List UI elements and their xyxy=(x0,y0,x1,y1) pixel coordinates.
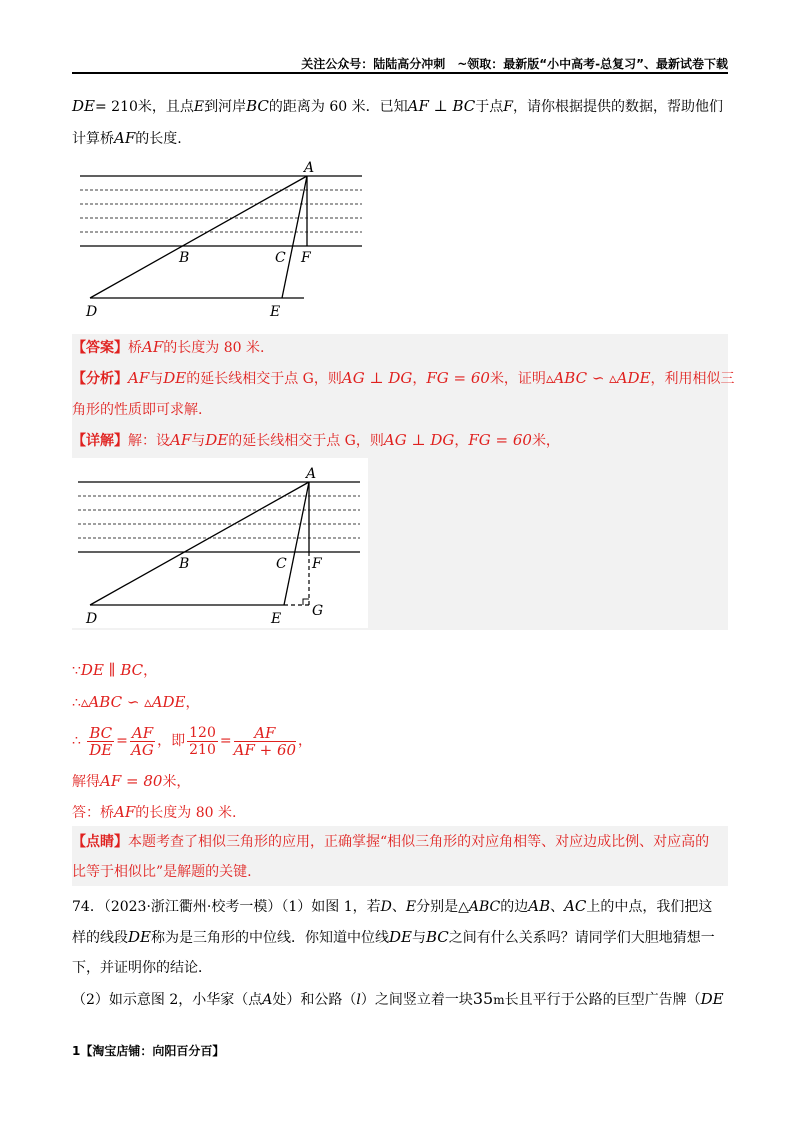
answer-line: 【答案】桥AF的长度为 80 米. xyxy=(72,338,265,356)
fraction-120-210: $\frac{120}{210}$ xyxy=(189,724,216,758)
fraction-bc-de: $\frac{BC}{DE}$ xyxy=(89,723,113,759)
label-B: B xyxy=(179,250,190,266)
comment-line-1: 【点睛】本题考查了相似三角形的应用，正确掌握“相似三角形的对应角相等、对应边成比例、对应高的 xyxy=(72,834,710,850)
river-bridge-figure-1 xyxy=(72,160,372,325)
label-G: G xyxy=(312,603,324,619)
label-D: D xyxy=(86,304,98,320)
analysis-line-1: 【分析】AF与DE的延长线相交于点 G，则AG ⊥ DG，FG = 60米，证明▵ABC ∽ ▵ADE，利用相似三 xyxy=(72,369,735,387)
q74-line-1: 74．（2023·浙江衢州·校考一模）（1）如图 1，若D、E分别是△ABC的边AB、AC上的中点，我们把这 xyxy=(72,897,713,915)
page-header: 关注公众号：陆陆高分冲刺 ~领取：最新版“小中高考-总复习”、最新试卷下载 xyxy=(301,57,728,71)
label-F: F xyxy=(301,250,311,266)
fraction-af-ag: $\frac{AF}{AG}$ xyxy=(131,723,154,759)
q74-line-2: 样的线段DE称为是三角形的中位线．你知道中位线DE与BC之间有什么关系吗？请同学们大胆地猜想一 xyxy=(72,928,715,946)
label-D: D xyxy=(86,611,98,627)
label-F: F xyxy=(312,556,322,572)
step-1: ∵DE ∥ BC， xyxy=(72,661,158,679)
step-5: 答：桥AF的长度为 80 米. xyxy=(72,803,237,821)
step-3: ∴ $\frac{BC}{DE}$ = $\frac{AF}{AG}$ ，即 $\frac{120}{210}$ = $\frac{AF}{AF + 60}$ ， xyxy=(72,723,313,759)
problem-line-1: DE= 210米，且点E到河岸BC的距离为 60 米．已知AF ⊥ BC于点F，请你根据提供的数据，帮助他们 xyxy=(72,97,724,115)
label-C: C xyxy=(275,250,286,266)
label-A: A xyxy=(304,160,315,176)
comment-line-2: 比等于相似比”是解题的关键. xyxy=(72,864,252,880)
problem-line-2: 计算桥AF的长度. xyxy=(72,129,182,147)
detail-line: 【详解】解：设AF与DE的延长线相交于点 G，则AG ⊥ DG，FG = 60米， xyxy=(72,431,560,449)
label-E: E xyxy=(270,304,281,320)
label-E: E xyxy=(271,611,282,627)
label-A: A xyxy=(306,466,317,482)
step-4: 解得AF = 80米， xyxy=(72,772,191,790)
label-B: B xyxy=(179,556,190,572)
page-footer: 1【淘宝店铺：向阳百分百】 xyxy=(72,1044,225,1058)
q74-line-4: （2）如示意图 2，小华家（点A处）和公路（l）之间竖立着一块35m长且平行于公路的巨型广告牌（DE xyxy=(72,989,724,1008)
fraction-af-af60: $\frac{AF}{AF + 60}$ xyxy=(233,723,297,759)
label-C: C xyxy=(276,556,287,572)
river-bridge-figure-2 xyxy=(72,458,368,628)
analysis-line-2: 角形的性质即可求解. xyxy=(72,402,203,418)
header-rule xyxy=(72,72,728,74)
q74-line-3: 下，并证明你的结论． xyxy=(72,960,212,976)
step-2: ∴▵ABC ∽ ▵ADE， xyxy=(72,693,200,711)
